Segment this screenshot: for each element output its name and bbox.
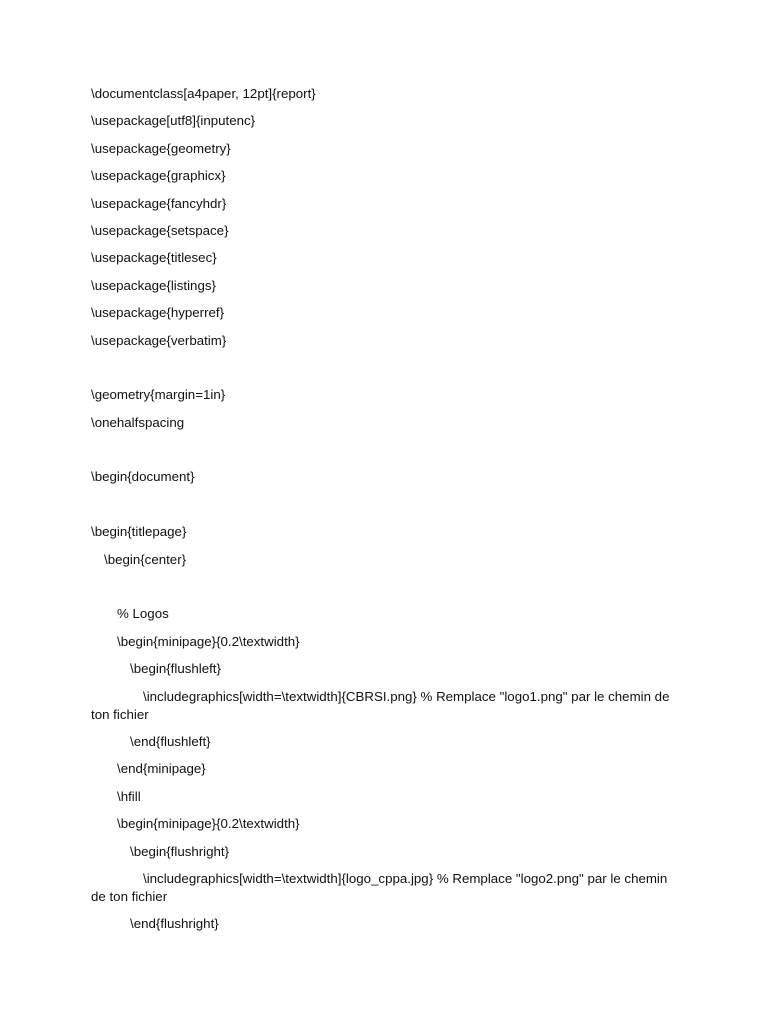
code-line: \usepackage[utf8]{inputenc} (91, 113, 256, 129)
blank-line (91, 441, 681, 459)
code-line: \begin{document} (91, 469, 195, 485)
code-line: \usepackage{setspace} (91, 222, 229, 238)
document-body (91, 85, 681, 943)
code-line: \geometry{margin=1in} (91, 387, 226, 403)
blank-line (91, 578, 681, 596)
code-line: \includegraphics[width=\textwidth]{logo_cppa.jpg} % Remplace "logo2.png" par le chemin de ton fichier (91, 870, 671, 904)
code-line: \usepackage{graphicx} (91, 168, 226, 184)
code-line: \begin{center} (104, 551, 187, 567)
code-line: \usepackage{verbatim} (91, 332, 227, 348)
code-line: \end{flushleft} (130, 733, 211, 749)
code-line: \onehalfspacing (91, 414, 185, 430)
code-line: \usepackage{fancyhdr} (91, 195, 227, 211)
code-line: \begin{minipage}{0.2\textwidth} (117, 633, 300, 649)
blank-line (91, 359, 681, 377)
code-line: \includegraphics[width=\textwidth]{CBRSI.png} % Remplace "logo1.png" par le chemin de ton fichier (91, 688, 674, 722)
code-line: \begin{flushright} (130, 843, 230, 859)
code-line: % Logos (117, 606, 169, 622)
code-line: \end{minipage} (117, 761, 206, 777)
code-line: \usepackage{geometry} (91, 140, 231, 156)
code-line: \begin{titlepage} (91, 524, 187, 540)
code-line: \usepackage{hyperref} (91, 305, 225, 321)
code-line: \usepackage{listings} (91, 277, 216, 293)
code-line: \begin{flushleft} (130, 661, 221, 677)
code-line: \usepackage{titlesec} (91, 250, 217, 266)
blank-line (91, 496, 681, 514)
code-line: \end{flushright} (130, 916, 219, 932)
code-line: \begin{minipage}{0.2\textwidth} (117, 816, 300, 832)
code-line: \documentclass[a4paper, 12pt]{report} (91, 86, 316, 101)
code-line: \hfill (117, 788, 141, 804)
